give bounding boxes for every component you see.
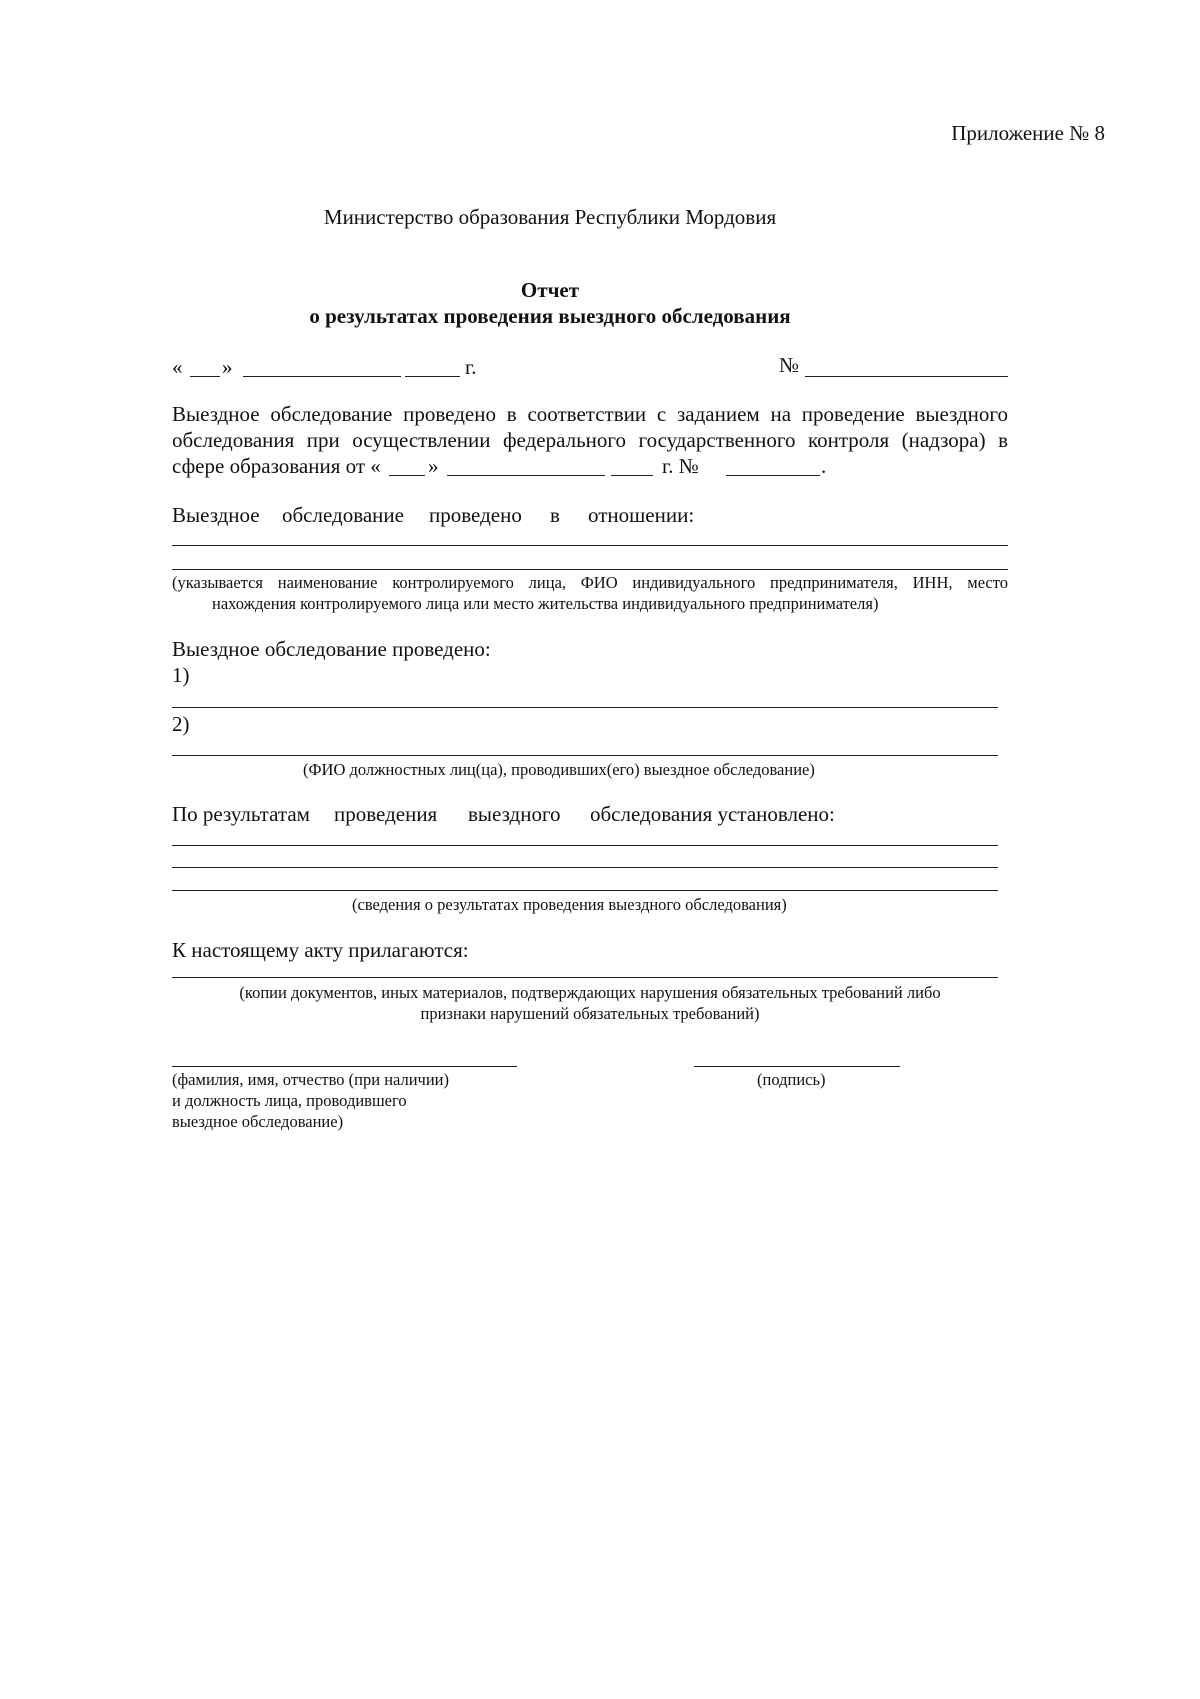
quote-open: « bbox=[172, 355, 183, 379]
subject-word-4: в bbox=[550, 503, 560, 527]
basis-month-blank[interactable] bbox=[447, 475, 605, 476]
basis-year-blank[interactable] bbox=[611, 475, 653, 476]
results-blank-3[interactable] bbox=[172, 890, 998, 891]
name-hint-line-1: (фамилия, имя, отчество (при наличии) bbox=[172, 1070, 450, 1089]
basis-day-blank[interactable] bbox=[389, 475, 425, 476]
year-blank[interactable] bbox=[405, 376, 460, 377]
results-blank-1[interactable] bbox=[172, 845, 998, 846]
subject-word-3: проведено bbox=[429, 503, 522, 527]
basis-year-number: г. № bbox=[662, 454, 699, 478]
attachments-blank[interactable] bbox=[172, 977, 998, 978]
inspectors-hint: (ФИО должностных лиц(ца), проводивших(его) выездное обследование) bbox=[303, 760, 815, 779]
subject-blank-1[interactable] bbox=[172, 545, 1008, 546]
year-suffix: г. bbox=[465, 355, 477, 379]
month-blank[interactable] bbox=[243, 376, 401, 377]
results-hint: (сведения о результатах проведения выездного обследования) bbox=[352, 895, 787, 914]
basis-line-2: обследования при осуществлении федерального государственного контроля (надзора) в bbox=[172, 428, 1008, 452]
ministry-name: Министерство образования Республики Мордовия bbox=[323, 205, 777, 229]
subject-hint-line-1: (указывается наименование контролируемого лица, ФИО индивидуального предпринимателя, ИНН, место bbox=[172, 573, 1008, 592]
basis-line-1: Выездное обследование проведено в соответствии с заданием на проведение выездного bbox=[172, 402, 1008, 426]
quote-close: » bbox=[222, 355, 233, 379]
day-blank[interactable] bbox=[190, 376, 220, 377]
basis-end: . bbox=[821, 454, 827, 478]
inspector-item-1-number: 1) bbox=[172, 663, 190, 687]
subject-word-2: обследование bbox=[282, 503, 404, 527]
subject-word-5: отношении: bbox=[588, 503, 695, 527]
name-hint-line-2: и должность лица, проводившего bbox=[172, 1091, 407, 1110]
number-label: № bbox=[779, 353, 800, 377]
subject-word-1: Выездное bbox=[172, 503, 260, 527]
basis-number-blank[interactable] bbox=[726, 475, 820, 476]
report-title: Отчет bbox=[520, 278, 580, 302]
signature-blank[interactable] bbox=[694, 1066, 900, 1067]
number-blank[interactable] bbox=[805, 376, 1008, 377]
inspector-item-2-number: 2) bbox=[172, 712, 190, 736]
attachments-hint-line-2: признаки нарушений обязательных требований) bbox=[420, 1004, 760, 1023]
inspector-1-blank[interactable] bbox=[172, 707, 998, 708]
inspectors-label: Выездное обследование проведено: bbox=[172, 637, 491, 661]
inspector-2-blank[interactable] bbox=[172, 755, 998, 756]
results-blank-2[interactable] bbox=[172, 867, 998, 868]
results-word-3: выездного bbox=[468, 802, 561, 826]
subject-blank-2[interactable] bbox=[172, 569, 1008, 570]
appendix-label: Приложение № 8 bbox=[951, 121, 1105, 145]
results-word-1: По результатам bbox=[172, 802, 310, 826]
report-subtitle: о результатах проведения выездного обследования bbox=[309, 304, 791, 328]
attachments-hint-line-1: (копии документов, иных материалов, подтверждающих нарушения обязательных требований либо bbox=[239, 983, 941, 1002]
name-signature-blank[interactable] bbox=[172, 1066, 517, 1067]
subject-hint-line-2: нахождения контролируемого лица или место жительства индивидуального предпринимателя) bbox=[212, 594, 879, 613]
signature-hint: (подпись) bbox=[757, 1070, 826, 1089]
results-word-2: проведения bbox=[334, 802, 438, 826]
name-hint-line-3: выездное обследование) bbox=[172, 1112, 344, 1131]
attachments-label: К настоящему акту прилагаются: bbox=[172, 938, 469, 962]
basis-quote-close: » bbox=[428, 454, 439, 478]
basis-line-3-prefix: сфере образования от « bbox=[172, 454, 381, 478]
results-word-4: обследования установлено: bbox=[590, 802, 835, 826]
